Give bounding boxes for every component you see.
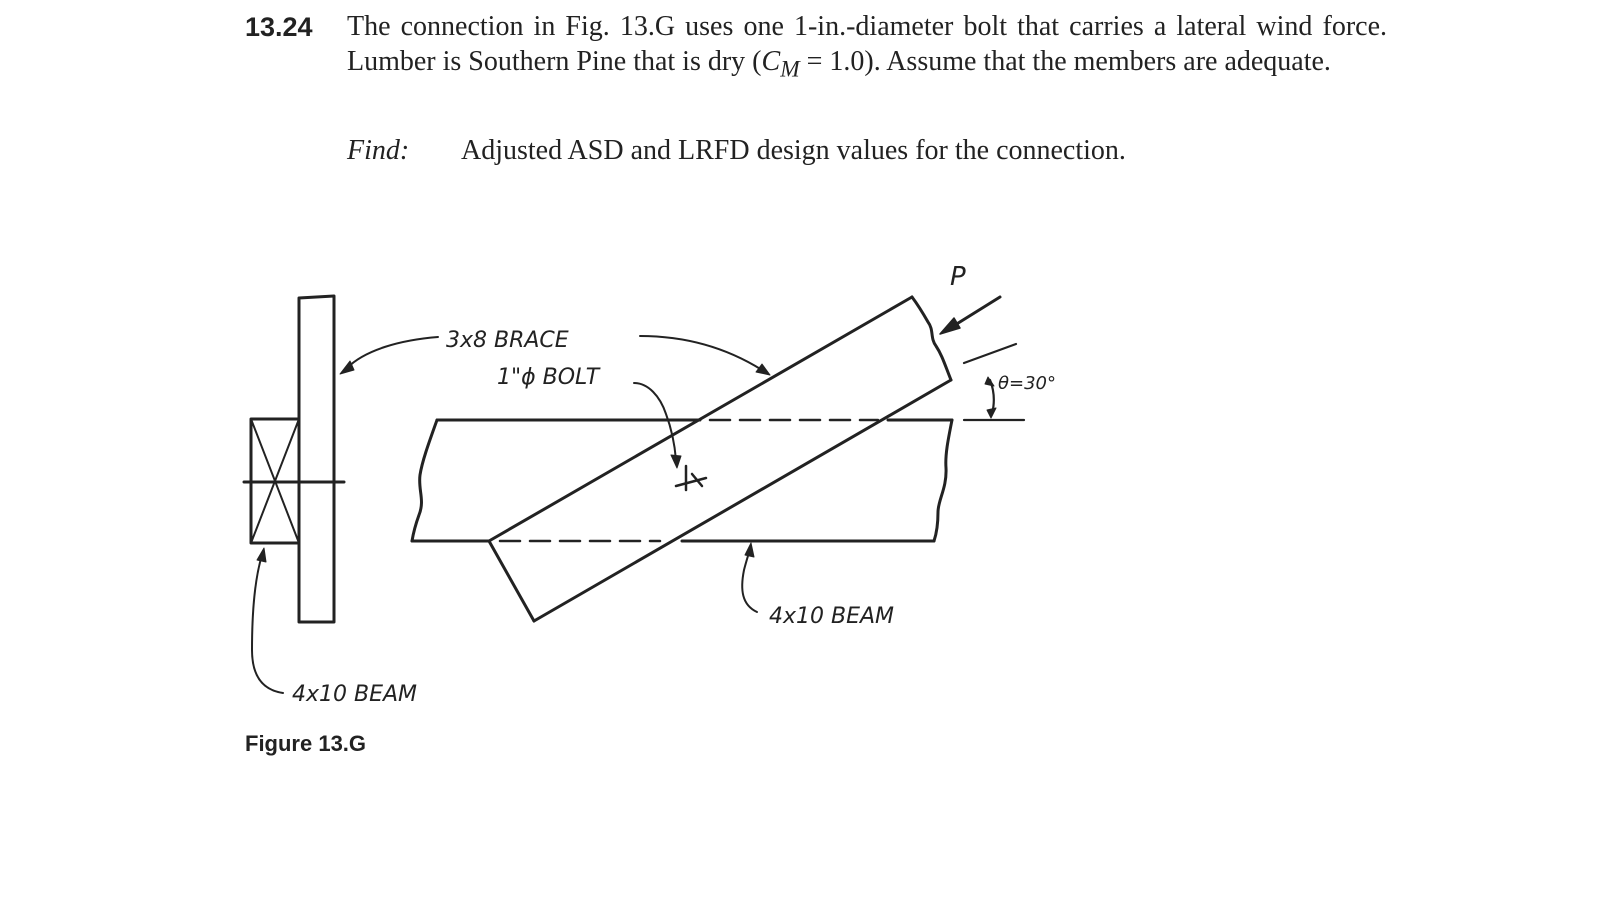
problem-number: 13.24 [245,12,313,42]
load-arrow [940,297,1000,334]
brace-label: 3x8 BRACE [446,328,569,353]
find-text: Adjusted ASD and LRFD design values for the connection. [461,135,1126,166]
problem-text-part-1: The connection in Fig. 13.G uses one 1-in.-diameter bolt that carries a lateral wind force. Lumber is Southern Pine that is dry ( [347,11,1387,77]
side-view-brace [299,296,334,622]
beam-label-bottom: 4x10 BEAM [769,604,895,629]
figure-caption: Figure 13.G [245,731,367,756]
load-label: P [950,262,966,292]
front-view-beam [412,420,952,541]
angle-label: θ=30° [998,373,1056,394]
cm-symbol: C [761,46,781,77]
bolt-label: 1"ϕ BOLT [497,365,600,390]
problem-text-part-2: = 1.0). Assume that the members are adequate. [799,46,1331,77]
cm-subscript: M [780,56,800,83]
find-label: Find: [347,135,410,166]
beam-hidden-edges [500,420,878,541]
beam-label-side: 4x10 BEAM [292,682,418,707]
bolt-symbol [676,466,706,490]
